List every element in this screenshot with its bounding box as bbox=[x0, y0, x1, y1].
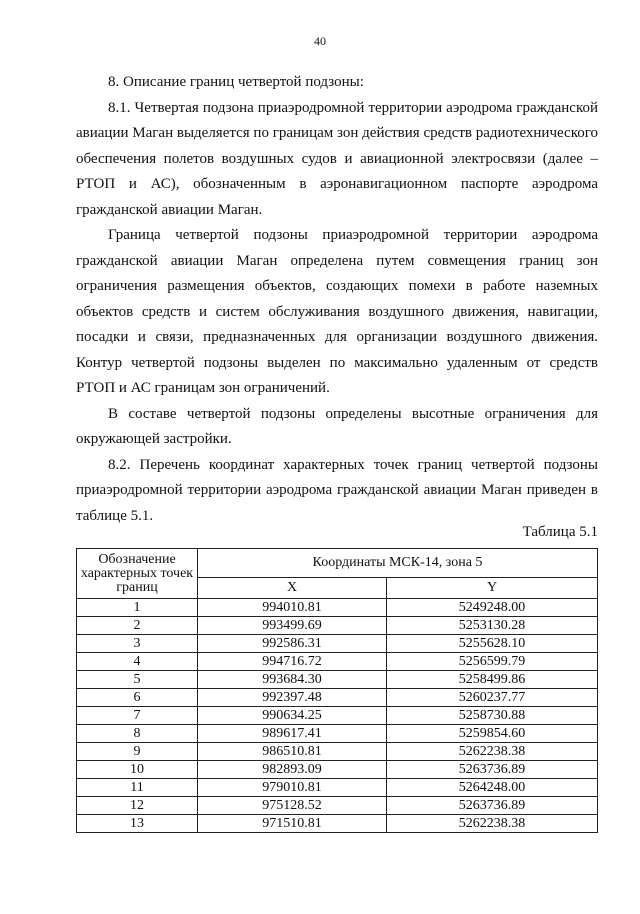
x-coordinate-cell: 993499.69 bbox=[198, 617, 387, 635]
x-coordinate-cell: 994010.81 bbox=[198, 599, 387, 617]
page-number: 40 bbox=[314, 34, 326, 48]
y-coordinate-cell: 5255628.10 bbox=[387, 635, 598, 653]
table-row bbox=[77, 617, 598, 635]
paragraph-8-1: 8.1. Четвертая подзона приаэродромной территории аэродрома гражданской авиации Маган выделяется по границам зон действия средств радиотехнического обеспечения полетов воздушных судов и авиационной электросвязи (далее – РТОП и АС), обозначенным в аэронавигационном паспорте аэродрома гражданской авиации Маган. bbox=[76, 99, 598, 218]
point-number-cell: 7 bbox=[77, 707, 198, 725]
table-row bbox=[77, 761, 598, 779]
y-coordinate-cell: 5260237.77 bbox=[387, 689, 598, 707]
y-coordinate-cell: 5258499.86 bbox=[387, 671, 598, 689]
x-coordinate-cell: 975128.52 bbox=[198, 797, 387, 815]
y-coordinate-cell: 5259854.60 bbox=[387, 725, 598, 743]
table-row bbox=[77, 779, 598, 797]
y-coordinate-cell: 5263736.89 bbox=[387, 761, 598, 779]
point-number-cell: 11 bbox=[77, 779, 198, 797]
table-row bbox=[77, 671, 598, 689]
paragraph-8-2: 8.2. Перечень координат характерных точек границ четвертой подзоны приаэродромной территории аэродрома гражданской авиации Маган приведен в таблице 5.1. bbox=[76, 456, 598, 524]
section-heading: 8. Описание границ четвертой подзоны: bbox=[108, 74, 364, 90]
point-number-cell: 5 bbox=[77, 671, 198, 689]
table-row bbox=[77, 707, 598, 725]
x-column-header: X bbox=[198, 578, 387, 599]
point-number-cell: 2 bbox=[77, 617, 198, 635]
point-number-cell: 6 bbox=[77, 689, 198, 707]
point-number-cell: 1 bbox=[77, 599, 198, 617]
coordinates-table bbox=[76, 548, 598, 833]
table-caption: Таблица 5.1 bbox=[522, 524, 598, 540]
table-row bbox=[77, 815, 598, 833]
table-row bbox=[77, 635, 598, 653]
point-column-header: Обозначение характерных точек границ bbox=[77, 549, 198, 599]
point-number-cell: 13 bbox=[77, 815, 198, 833]
y-coordinate-cell: 5249248.00 bbox=[387, 599, 598, 617]
x-coordinate-cell: 990634.25 bbox=[198, 707, 387, 725]
body-text bbox=[76, 70, 598, 529]
point-number-cell: 10 bbox=[77, 761, 198, 779]
y-coordinate-cell: 5264248.00 bbox=[387, 779, 598, 797]
paragraph-height-limits: В составе четвертой подзоны определены высотные ограничения для окружающей застройки. bbox=[76, 405, 598, 447]
point-number-cell: 8 bbox=[77, 725, 198, 743]
x-coordinate-cell: 994716.72 bbox=[198, 653, 387, 671]
point-number-cell: 4 bbox=[77, 653, 198, 671]
x-coordinate-cell: 982893.09 bbox=[198, 761, 387, 779]
x-coordinate-cell: 989617.41 bbox=[198, 725, 387, 743]
y-coordinate-cell: 5256599.79 bbox=[387, 653, 598, 671]
x-coordinate-cell: 993684.30 bbox=[198, 671, 387, 689]
paragraph-boundary: Граница четвертой подзоны приаэродромной территории аэродрома гражданской авиации Маган определена путем совмещения границ зон ограничения размещения объектов, создающих помехи в работе наземных объектов средств и систем обслуживания воздушного движения, навигации, посадки и связи, предназначенных для организации воздушного движения. Контур четвертой подзоны выделен по максимально удаленным от средств РТОП и АС границам зон ограничений. bbox=[76, 227, 598, 396]
y-coordinate-cell: 5263736.89 bbox=[387, 797, 598, 815]
x-coordinate-cell: 971510.81 bbox=[198, 815, 387, 833]
table-row bbox=[77, 599, 598, 617]
coordinates-table-body bbox=[77, 599, 598, 833]
y-coordinate-cell: 5253130.28 bbox=[387, 617, 598, 635]
x-coordinate-cell: 992586.31 bbox=[198, 635, 387, 653]
point-number-cell: 3 bbox=[77, 635, 198, 653]
coordinate-system-header: Координаты МСК-14, зона 5 bbox=[198, 549, 598, 578]
table-row bbox=[77, 653, 598, 671]
y-coordinate-cell: 5262238.38 bbox=[387, 815, 598, 833]
point-number-cell: 12 bbox=[77, 797, 198, 815]
point-number-cell: 9 bbox=[77, 743, 198, 761]
y-coordinate-cell: 5258730.88 bbox=[387, 707, 598, 725]
table-row bbox=[77, 689, 598, 707]
table-row bbox=[77, 743, 598, 761]
x-coordinate-cell: 986510.81 bbox=[198, 743, 387, 761]
x-coordinate-cell: 979010.81 bbox=[198, 779, 387, 797]
table-row bbox=[77, 797, 598, 815]
x-coordinate-cell: 992397.48 bbox=[198, 689, 387, 707]
y-column-header: Y bbox=[387, 578, 598, 599]
table-row bbox=[77, 725, 598, 743]
y-coordinate-cell: 5262238.38 bbox=[387, 743, 598, 761]
